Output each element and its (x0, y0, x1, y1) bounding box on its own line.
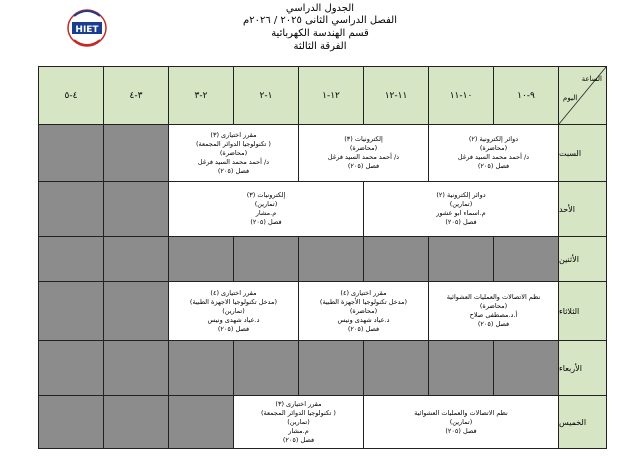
time-header-row (39, 67, 607, 125)
day-row-monday (39, 237, 607, 282)
empty-slot (39, 125, 104, 182)
class-cell: دوائر إلكترونية (٢) (تمارين) م.اسماء ابو عشور فصل (٢٠٥) (364, 182, 559, 237)
schedule-table (38, 66, 607, 449)
corner-day-label: اليوم (563, 94, 578, 102)
schedule-title: الجدول الدراسي (285, 3, 355, 14)
institute-logo (64, 8, 110, 48)
empty-slot (39, 237, 104, 282)
empty-slot (104, 125, 169, 182)
empty-slot (234, 237, 299, 282)
class-cell: نظم الاتصالات والعمليات العشوائية (محاضرة) أ.د.مصطفى صلاح فصل (٢٠٥) (429, 282, 559, 341)
time-slot: ٤-٥ (39, 67, 104, 125)
empty-slot (169, 396, 234, 449)
class-cell: إلكترونيات (٣) (محاضرة) د/ أحمد محمد السيد فرغل فصل (٢٠٥) (299, 125, 429, 182)
empty-slot (39, 282, 104, 341)
empty-slot (39, 182, 104, 237)
empty-slot (299, 341, 364, 396)
class-cell: دوائر إلكترونية (٢) (محاضرة) د/ أحمد محمد السيد فرغل فصل (٢٠٥) (429, 125, 559, 182)
day-label: الثلاثاء (559, 282, 607, 341)
empty-slot (104, 237, 169, 282)
empty-slot (104, 341, 169, 396)
day-row-tuesday (39, 282, 607, 341)
empty-slot (39, 396, 104, 449)
day-row-wednesday (39, 341, 607, 396)
day-label: الأحد (559, 182, 607, 237)
day-row-saturday (39, 125, 607, 182)
class-cell: نظم الاتصالات والعمليات العشوائية (تمارين) فصل (٢٠٥) (364, 396, 559, 449)
corner-time-label: الساعة (581, 75, 602, 83)
day-row-thursday (39, 396, 607, 449)
year-title: الفرقة الثالثة (293, 41, 347, 52)
department-title: قسم الهندسة الكهربائية (271, 28, 369, 39)
empty-slot (39, 341, 104, 396)
day-label: الأثنين (559, 237, 607, 282)
empty-slot (104, 182, 169, 237)
svg-text:HIET: HIET (75, 25, 99, 35)
day-row-sunday (39, 182, 607, 237)
class-cell: مقرر اختيارى (٣) ( تكنولوجيا الدوائر المجمعة) (تمارين) م.مشار فصل (٢٠٥) (234, 396, 364, 449)
empty-slot (429, 341, 494, 396)
empty-slot (104, 282, 169, 341)
empty-slot (494, 341, 559, 396)
class-cell: إلكترونيات (٣) (تمارين) م.مشار فصل (٢٠٥) (169, 182, 364, 237)
class-cell: مقرر اختيارى (٣) ( تكنولوجيا الدوائر المجمعة) (محاضرة) د/ أحمد محمد السيد فرغل فصل (٢٠٥) (169, 125, 299, 182)
empty-slot (169, 341, 234, 396)
semester-title: الفصل الدراسي الثانى ٢٠٢٥ / ٢٠٢٦م (243, 15, 397, 26)
time-slot: ١٠-١١ (429, 67, 494, 125)
empty-slot (364, 341, 429, 396)
corner-cell (559, 67, 607, 125)
time-slot: ١١-١٢ (364, 67, 429, 125)
time-slot: ٩-١٠ (494, 67, 559, 125)
empty-slot (169, 237, 234, 282)
class-cell: مقرر اختيارى (٤) (مدخل تكنولوجيا الاجهزة الطبية) (تمارين) د.عياد شهدى ونيس فصل (٢٠٥) (169, 282, 299, 341)
day-label: الأربعاء (559, 341, 607, 396)
empty-slot (429, 237, 494, 282)
time-slot: ١-٢ (234, 67, 299, 125)
class-cell: مقرر اختيارى (٤) (مدخل تكنولوجيا الأجهزة الطبية) (محاضرة) د.عياد شهدى ونيس فصل (٢٠٥) (299, 282, 429, 341)
empty-slot (299, 237, 364, 282)
empty-slot (104, 396, 169, 449)
empty-slot (364, 237, 429, 282)
day-label: الخميس (559, 396, 607, 449)
time-slot: ١٢-١ (299, 67, 364, 125)
time-slot: ٢-٣ (169, 67, 234, 125)
empty-slot (234, 341, 299, 396)
day-label: السبت (559, 125, 607, 182)
empty-slot (494, 237, 559, 282)
time-slot: ٣-٤ (104, 67, 169, 125)
